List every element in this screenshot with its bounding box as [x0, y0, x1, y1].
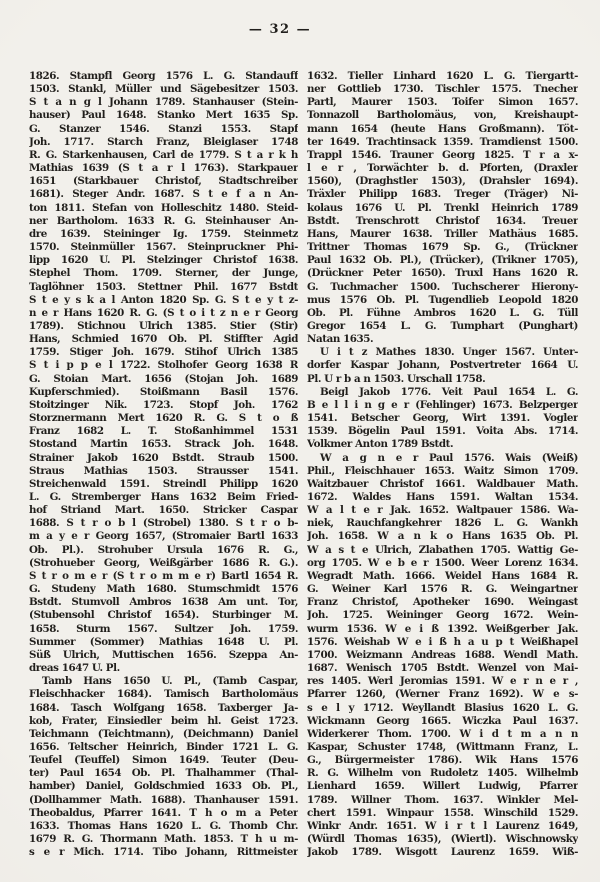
text-column-left	[29, 70, 298, 859]
text-line: n e r Hans 1620 R. G. (S t o i t z n e r Georg	[29, 306, 298, 319]
text-line: Teichmann (Teichtmann), (Deichmann) Daniel	[29, 727, 298, 740]
text-line: Waitzbauer Christof 1661. Waldbauer Math.	[307, 477, 578, 490]
text-line: 1684. Tasch Wolfgang 1658. Taxberger Ja-	[29, 701, 298, 714]
text-line: Volkmer Anton 1789 Bstdt.	[307, 438, 454, 451]
text-line: mus 1576 Ob. Pl. Tugendlieb Leopold 1820	[307, 293, 578, 306]
text-line: 1679 R. G. Thormann Math. 1853. T h u m-	[29, 833, 298, 846]
text-line: mann 1654 (heute Hans Großmann). Töt-	[307, 122, 578, 135]
text-line: 1658. Sturm 1567. Sultzer Joh. 1759.	[29, 622, 298, 635]
text-line: ner Gottlieb 1730. Tischler 1575. Tnecher	[307, 83, 578, 96]
text-line: B e l l i n g e r (Fehlinger) 1673. Belzperger	[307, 398, 578, 411]
text-line: hauser) Paul 1648. Stanko Mert 1635 Sp.	[29, 109, 298, 122]
text-line: Fleischhacker 1684). Tamisch Bartholomäus	[29, 688, 298, 701]
text-line: ter) Paul 1654 Ob. Pl. Thalhammer (Thal-	[29, 767, 298, 780]
text-line: G. Tuchmacher 1500. Tuchscherer Hierony-	[307, 280, 578, 293]
text-line: 1656. Teltscher Heinrich, Binder 1721 L. G.	[29, 740, 298, 753]
text-line: Theobaldus, Pfarrer 1641. T h o m a Peter	[29, 806, 298, 819]
text-line: 1651 (Starkbauer Christof, Stadtschreiber	[29, 175, 298, 188]
text-line: lipp 1620 U. Pl. Stelzinger Christof 1638.	[29, 254, 298, 267]
text-line: S t e y s k a l Anton 1820 Sp. G. S t e y t z-	[29, 293, 298, 306]
text-line: niek, Rauchfangkehrer 1826 L. G. Wankh	[307, 517, 578, 530]
text-line: Summer (Sommer) Mathias 1648 U. Pl.	[29, 635, 298, 648]
text-line: 1570. Steinmüller 1567. Steinpruckner Phi-	[29, 241, 298, 254]
text-line: S t i p p e l 1722. Stolhofer Georg 1638 R	[29, 359, 298, 372]
text-line: dorfer Kaspar Johann, Postvertreter 1664 U.	[307, 359, 578, 372]
text-line: Joh. 1658. W a n k o Hans 1635 Ob. Pl.	[307, 530, 578, 543]
text-line: ter 1649. Trachtinsack 1359. Tramdienst 1500.	[307, 135, 578, 148]
text-line: W a l t e r Jak. 1652. Waltpauer 1586. Wa-	[307, 504, 578, 517]
text-line: U i t z Mathes 1830. Unger 1567. Unter-	[320, 346, 578, 359]
text-line: 1541. Betscher Georg, Wirt 1391. Vogler	[307, 412, 578, 425]
text-line: 1560), (Draghstler 1503), (Drahsler 1694).	[307, 175, 578, 188]
text-line: 1789). Stichnou Ulrich 1385. Stier (Stir)	[29, 319, 298, 332]
text-line: (Drückner Peter 1650). Truxl Hans 1620 R.	[307, 267, 578, 280]
text-line: kolaus 1676 U. Pl. Trenkl Heinrich 1789	[307, 201, 578, 214]
text-line: 1700. Weizmann Andreas 1688. Wendl Math.	[307, 648, 578, 661]
text-column-right	[307, 70, 578, 859]
text-line: R. G. Starkenhausen, Carl de 1779. S t a r k h	[29, 148, 298, 161]
text-line: Ob. Pl.). Strohuber Ursula 1676 R. G.,	[29, 543, 298, 556]
text-line: S t r o m e r (S t r o m m e r) Bartl 1654 R.	[29, 569, 298, 582]
text-line: Paul 1632 Ob. Pl.), (Trücker), (Trikner 1705),	[307, 254, 578, 267]
text-line: G. Stoian Mart. 1656 (Stojan Joh. 1689	[29, 372, 298, 385]
text-line: hof Striand Mart. 1650. Stricker Caspar	[29, 504, 298, 517]
text-line: 1632. Tieller Linhard 1620 L. G. Tiergartt-	[307, 70, 578, 82]
text-line: Phil., Fleischhauer 1653. Waitz Simon 1709.	[307, 464, 578, 477]
text-line: Franz 1682 L. T. Stoßanhimmel 1531	[29, 425, 298, 438]
text-line: 1826. Stampfl Georg 1576 L. G. Standauff	[29, 70, 298, 82]
text-line: Tonnazoll Bartholomäus, von, Kreishaupt-	[307, 109, 578, 122]
text-line: Hans, Maurer 1638. Triller Mathäus 1685.	[307, 227, 578, 240]
text-line: L. G. Stremberger Hans 1632 Beim Fried-	[29, 491, 298, 503]
text-line: Pfarrer 1260, (Werner Franz 1692). W e s-	[307, 688, 578, 701]
text-line: (Dollhammer Math. 1688). Thanhauser 1591.	[29, 793, 298, 806]
text-line: chert 1591. Winpaur 1558. Winschild 1529.	[307, 806, 578, 819]
text-line: Joh. 1717. Starch Franz, Bleiglaser 1748	[29, 135, 298, 148]
text-line: Taglöhner 1503. Stettner Phil. 1677 Bstdt	[29, 280, 298, 293]
text-line: Pl. U r b a n 1503. Urschall 1758.	[307, 372, 486, 385]
text-line: Ob. Pl. Fühne Ambros 1620 L. G. Tüll	[307, 306, 578, 319]
text-line: Teufel (Teuffel) Simon 1649. Teuter (Deu-	[29, 754, 298, 767]
text-line: 1688. S t r o b l (Strobel) 1380. S t r o b-	[29, 517, 298, 530]
text-line: Trittner Thomas 1679 Sp. G., (Trückner	[307, 241, 578, 254]
text-line: 1681). Steger Andr. 1687. S t e f a n An-	[29, 188, 298, 201]
text-line: Hans, Schmied 1670 Ob. Pl. Stiffter Agid	[29, 333, 298, 346]
text-line: Strainer Jakob 1620 Bstdt. Straub 1500.	[29, 451, 298, 464]
text-line: (Stubensohl Christof 1654). Sturbinger M.	[29, 609, 298, 622]
text-line: Stephel Thom. 1709. Sterner, der Junge,	[29, 267, 298, 280]
text-line: 1576. Weishab W e i ß h a u p t Weißhapel	[307, 635, 578, 648]
text-line: res 1405. Werl Jeromias 1591. W e r n e r ,	[307, 675, 578, 688]
text-line: Wickmann Georg 1665. Wiczka Paul 1637.	[307, 714, 578, 727]
text-line: 1539. Bögelin Paul 1591. Voita Abs. 1714.	[307, 425, 578, 438]
text-line: 1759. Stiger Joh. 1679. Stihof Ulrich 1385	[29, 346, 298, 359]
text-line: Beigl Jakob 1776. Veit Paul 1654 L. G.	[320, 385, 578, 398]
text-line: s e r Mich. 1714. Tibo Johann, Rittmeister	[29, 846, 298, 859]
text-line: ner Bartholom. 1633 R. G. Steinhauser An-	[29, 214, 298, 227]
text-line: Süß Ulrich, Muttischen 1656. Szeppa An-	[29, 648, 298, 661]
text-line: G. Stanzer 1546. Stanzi 1553. Stapf	[29, 122, 298, 135]
text-line: Jakob 1789. Wisgott Laurenz 1659. Wiß-	[307, 846, 578, 859]
text-line: Bstdt. Stumvoll Ambros 1638 Am unt. Tor,	[29, 596, 298, 609]
text-line: Trappl 1546. Trauner Georg 1825. T r a x-	[307, 148, 578, 161]
text-line: hamber) Daniel, Goldschmied 1633 Ob. Pl.,	[29, 780, 298, 793]
text-line: Stostand Martin 1653. Strack Joh. 1648.	[29, 438, 298, 451]
text-line: wurm 1536. W e i ß 1392. Weißgerber Jak.	[307, 622, 578, 635]
text-line: W a g n e r Paul 1576. Wais (Weiß)	[320, 451, 578, 464]
text-line: dreas 1647 U. Pl.	[29, 662, 120, 675]
text-line: Straus Mathias 1503. Strausser 1541.	[29, 464, 298, 477]
text-line: Bstdt. Trenschrott Christof 1634. Treuer	[307, 214, 578, 227]
text-line: Partl, Maurer 1503. Toifer Simon 1657.	[307, 96, 578, 109]
text-line: m a y e r Georg 1657, (Stromaier Bartl 1633	[29, 530, 298, 543]
text-line: (Strohueber Georg, Weißgärber 1686 R. G.).	[29, 556, 298, 569]
text-line: Streichenwald 1591. Streindl Philipp 1620	[29, 477, 298, 490]
text-line: Träxler Philipp 1683. Treger (Träger) Ni-	[307, 188, 578, 201]
text-line: 1789. Willner Thom. 1637. Winkler Mel-	[307, 793, 578, 806]
text-line: org 1705. W e b e r 1500. Weer Lorenz 1634.	[307, 556, 578, 569]
text-line: R. G. Wilhelm von Rudoletz 1405. Wilhelmb	[307, 767, 578, 780]
text-line: Storznermann Mert 1620 R. G. S t o ß	[29, 412, 298, 425]
text-line: Mathias 1639 (S t a r l 1763). Starkpauer	[29, 162, 298, 175]
text-line: Kaspar, Schuster 1748, (Wittmann Franz, L.	[307, 740, 578, 753]
text-line: 1672. Waldes Hans 1591. Waltan 1534.	[307, 491, 578, 503]
text-line: Tamb Hans 1650 U. Pl., (Tamb Caspar,	[42, 675, 298, 688]
text-line: Gregor 1654 L. G. Tumphart (Punghart)	[307, 319, 578, 332]
text-line: Lienhard 1659. Willert Ludwig, Pfarrer	[307, 780, 578, 793]
text-line: G. Studeny Math 1680. Stumschmidt 1576	[29, 583, 298, 596]
text-line: l e r , Torwächter b. d. Pforten, (Draxler	[307, 162, 578, 175]
text-line: Natan 1635.	[307, 333, 374, 346]
text-line: s e l y 1712. Weyllandt Blasius 1620 L. G.	[307, 701, 578, 714]
text-line: Stoitzinger Nik. 1723. Stopf Joh. 1762	[29, 398, 298, 411]
text-line: S t a n g l Johann 1789. Stanhauser (Stein-	[29, 96, 298, 109]
text-line: Kupferschmied). Stoißmann Basil 1576.	[29, 385, 298, 398]
text-line: 1687. Wenisch 1705 Bstdt. Wenzel von Mai-	[307, 662, 578, 675]
text-line: G. Weiner Karl 1576 R. G. Weingartner	[307, 583, 578, 596]
text-line: G., Bürgermeister 1786). Wik Hans 1576	[307, 754, 578, 767]
text-line: (Würdl Thomas 1635), (Wiertl). Wischnowsky	[307, 833, 578, 846]
text-line: W a s t e Ulrich, Zlabathen 1705. Wattig Ge-	[307, 543, 578, 556]
text-line: Widerkerer Thom. 1700. W i d t m a n n	[307, 727, 578, 740]
text-line: kob, Frater, Einsiedler beim hl. Geist 1723.	[29, 714, 298, 727]
text-line: Winkr Andr. 1651. W i r t l Laurenz 1649,	[307, 819, 578, 832]
page-number-header: — 32 —	[248, 22, 312, 37]
text-line: dre 1639. Steininger Ig. 1759. Steinmetz	[29, 227, 298, 240]
text-line: Joh. 1725. Weininger Georg 1672. Wein-	[307, 609, 578, 622]
text-line: ton 1811. Stefan von Holleschitz 1480. Steid-	[29, 201, 298, 214]
text-line: 1503. Stankl, Müller und Sägebesitzer 1503.	[29, 83, 298, 96]
text-line: 1633. Thomas Hans 1620 L. G. Thomb Chr.	[29, 819, 298, 832]
text-line: Franz Christof, Apotheker 1690. Weingast	[307, 596, 578, 609]
text-line: Wegradt Math. 1666. Weidel Hans 1684 R.	[307, 569, 578, 582]
